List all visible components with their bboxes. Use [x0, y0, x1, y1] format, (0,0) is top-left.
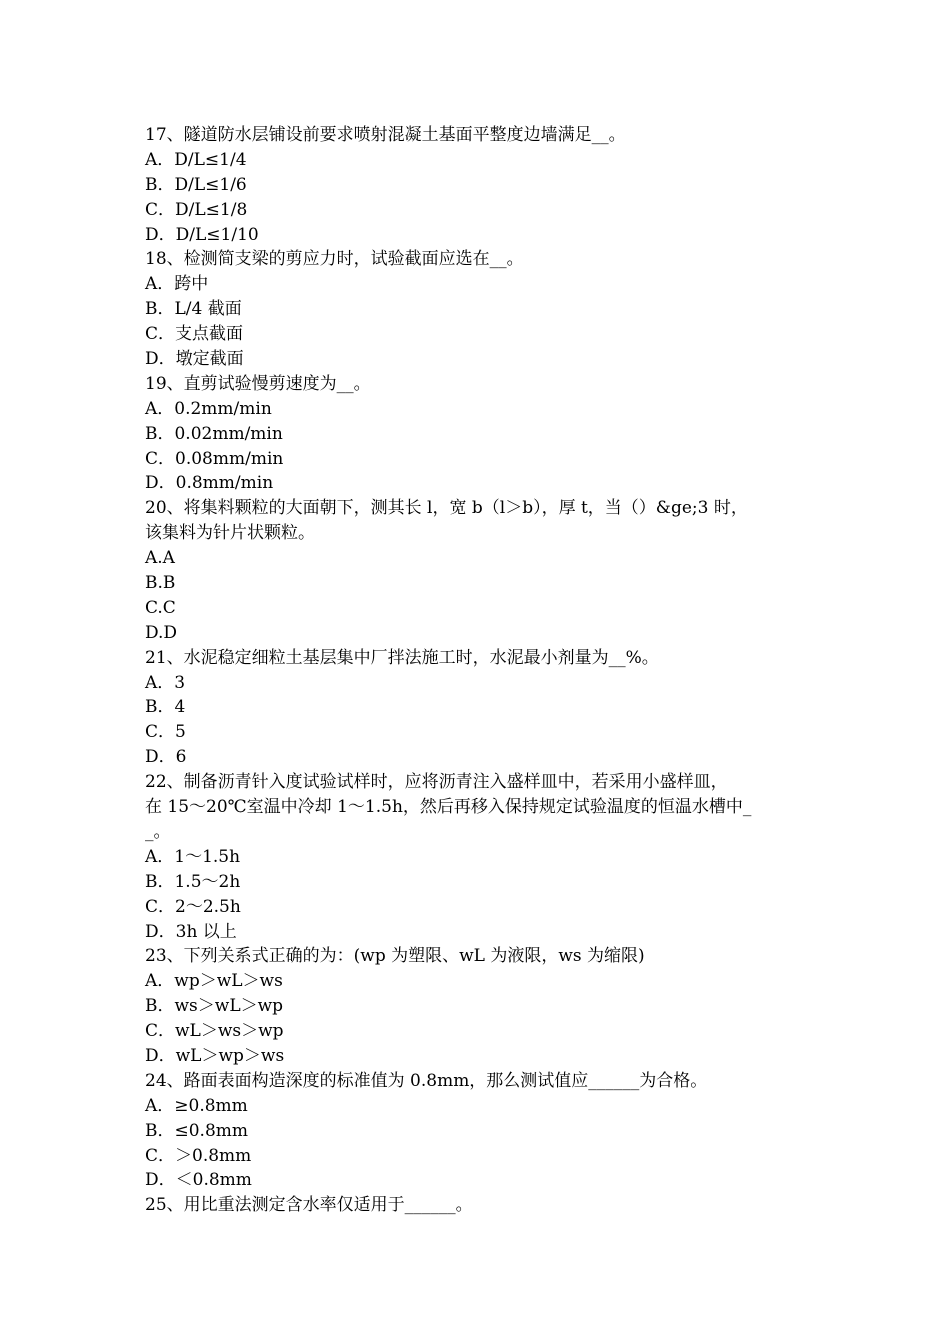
- option-21-b: B．4: [145, 697, 186, 718]
- option-22-a: A．1～1.5h: [145, 846, 241, 867]
- option-21-a: A．3: [145, 672, 186, 693]
- question-17: 17、隧道防水层铺设前要求喷射混凝土基面平整度边墙满足__。: [145, 125, 626, 145]
- option-17-d: D．D/L≤1/10: [145, 224, 259, 245]
- option-24-d: D．＜0.8mm: [145, 1170, 252, 1191]
- question-22: 22、制备沥青针入度试验试样时，应将沥青注入盛样皿中，若采用小盛样皿，: [145, 772, 728, 793]
- option-19-a: A．0.2mm/min: [145, 398, 272, 419]
- option-23-a: A．wp＞wL＞ws: [145, 971, 283, 992]
- option-19-c: C．0.08mm/min: [145, 448, 284, 469]
- question-25: 25、用比重法测定含水率仅适用于______。: [145, 1195, 473, 1216]
- option-22-c: C．2～2.5h: [145, 896, 241, 917]
- option-20-c: C.C: [145, 597, 176, 618]
- option-18-d: D．墩定截面: [145, 349, 244, 370]
- option-17-c: C．D/L≤1/8: [145, 199, 248, 220]
- option-22-b: B．1.5～2h: [145, 871, 241, 892]
- question-22-continued: 在 15～20℃室温中冷却 1～1.5h，然后再移入保持规定试验温度的恒温水槽中_: [145, 797, 752, 818]
- question-20: 20、将集料颗粒的大面朝下，测其长 l，宽 b（l＞b），厚 t，当（）&ge;3 时，: [145, 498, 748, 519]
- option-17-a: A．D/L≤1/4: [145, 149, 247, 170]
- option-24-b: B．≤0.8mm: [145, 1120, 249, 1141]
- option-24-c: C．＞0.8mm: [145, 1145, 252, 1166]
- option-20-d: D.D: [145, 622, 178, 643]
- option-23-d: D．wL＞wp＞ws: [145, 1045, 285, 1066]
- question-19: 19、直剪试验慢剪速度为__。: [145, 373, 371, 394]
- question-18: 18、检测简支梁的剪应力时，试验截面应选在__。: [145, 249, 524, 270]
- option-21-d: D．6: [145, 747, 187, 768]
- option-18-a: A．跨中: [145, 274, 209, 295]
- option-19-b: B．0.02mm/min: [145, 423, 283, 444]
- question-21: 21、水泥稳定细粒土基层集中厂拌法施工时，水泥最小剂量为__%。: [145, 647, 659, 668]
- option-24-a: A．≥0.8mm: [145, 1095, 248, 1116]
- question-23: 23、下列关系式正确的为：(wp 为塑限、wL 为液限，ws 为缩限): [145, 946, 645, 967]
- document-page: [145, 123, 815, 1218]
- option-20-a: A.A: [145, 548, 175, 569]
- option-23-b: B．ws＞wL＞wp: [145, 996, 284, 1017]
- option-18-c: C．支点截面: [145, 324, 244, 345]
- option-22-d: D．3h 以上: [145, 921, 237, 942]
- question-20-continued: 该集料为针片状颗粒。: [145, 523, 315, 544]
- option-21-c: C．5: [145, 722, 186, 743]
- option-23-c: C．wL＞ws＞wp: [145, 1021, 284, 1042]
- option-18-b: B．L/4 截面: [145, 299, 242, 320]
- question-22-continued-2: _。: [145, 821, 171, 842]
- question-24: 24、路面表面构造深度的标准值为 0.8mm，那么测试值应______为合格。: [145, 1070, 708, 1091]
- option-17-b: B．D/L≤1/6: [145, 174, 247, 195]
- option-19-d: D．0.8mm/min: [145, 473, 274, 494]
- option-20-b: B.B: [145, 573, 176, 594]
